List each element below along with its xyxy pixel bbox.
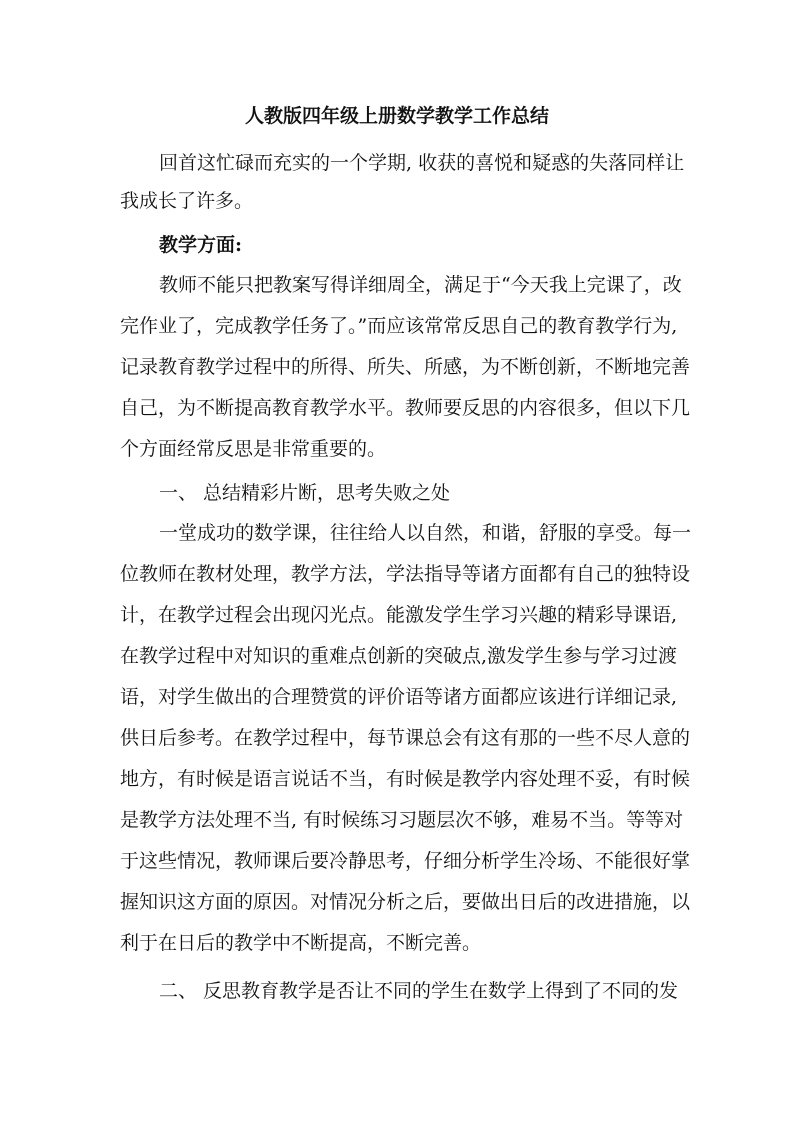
body-line: 利于在日后的教学中不断提高，不断完善。	[120, 932, 482, 954]
body-line: 握知识这方面的原因。对情况分析之后，要做出日后的改进措施，以	[120, 891, 691, 913]
body-line: 计，在教学过程会出现闪光点。能激发学生学习兴趣的精彩导课语,	[120, 604, 678, 626]
body-line: 是教学方法处理不当, 有时候练习习题层次不够，难易不当。等等对	[120, 809, 684, 831]
body-line: 完作业了，完成教学任务了。”而应该常常反思自己的教育教学行为,	[120, 315, 678, 337]
body-line: 在教学过程中对知识的重难点创新的突破点,激发学生参与学习过渡	[120, 645, 678, 667]
body-line: 个方面经常反思是非常重要的。	[120, 438, 387, 460]
body-line: 教师不能只把教案写得详细周全，满足于“今天我上完课了，改	[159, 274, 682, 296]
section-heading-teaching: 教学方面:	[159, 234, 243, 256]
body-line: 自己，为不断提高教育教学水平。教师要反思的内容很多，但以下几	[120, 397, 691, 419]
numbered-heading-2: 二、 反思教育教学是否让不同的学生在数学上得到了不同的发	[159, 980, 679, 1002]
body-line: 一堂成功的数学课，往往给人以自然，和谐，舒服的享受。每一	[159, 522, 692, 544]
body-line: 我成长了许多。	[120, 190, 254, 212]
body-line: 于这些情况，教师课后要冷静思考，仔细分析学生冷场、不能很好掌	[120, 850, 691, 872]
document-title: 人教版四年级上册数学教学工作总结	[244, 105, 549, 127]
body-line: 语，对学生做出的合理赞赏的评价语等诸方面都应该进行详细记录,	[120, 686, 678, 708]
body-line: 记录教育教学过程中的所得、所失、所感，为不断创新，不断地完善	[120, 356, 691, 378]
body-line: 位教师在教材处理，教学方法，学法指导等诸方面都有自己的独特设	[120, 563, 691, 585]
body-line: 供日后参考。在教学过程中，每节课总会有这有那的一些不尽人意的	[120, 727, 691, 749]
numbered-heading-1: 一、 总结精彩片断，思考失败之处	[159, 482, 451, 504]
body-line: 地方，有时候是语言说话不当，有时候是教学内容处理不妥，有时候	[120, 768, 691, 790]
body-line: 回首这忙碌而充实的一个学期, 收获的喜悦和疑惑的失落同样让	[159, 152, 685, 174]
